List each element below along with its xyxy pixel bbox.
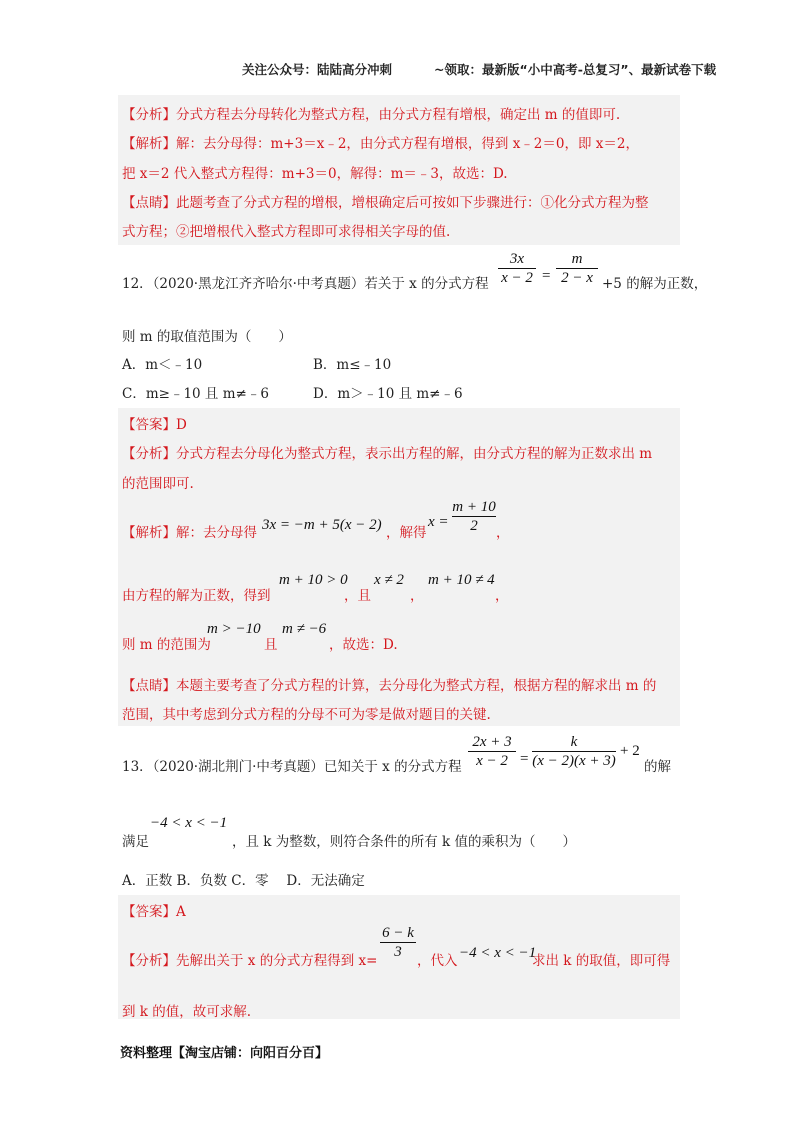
q12-solution-x: x = bbox=[428, 514, 449, 530]
footer-note: 资料整理【淘宝店铺：向阳百分百】 bbox=[120, 1046, 329, 1061]
q12-stem-line2: 则 m 的取值范围为（ ） bbox=[122, 329, 292, 345]
q13-plus-two: + 2 bbox=[620, 743, 640, 759]
q12-range-1: m > −10 bbox=[207, 621, 261, 637]
q12-solution-label: 【解析】解：去分母得 bbox=[122, 525, 257, 541]
q13-analysis-frac-den: 3 bbox=[394, 944, 402, 960]
header-left: 关注公众号：陆陆高分冲刺 bbox=[242, 62, 393, 77]
q12-equals: = bbox=[542, 268, 551, 284]
q13-analysis-fraction bbox=[380, 924, 416, 961]
q13-frac1-den: x − 2 bbox=[476, 753, 508, 769]
q11-comment-line1: 【点睛】此题考查了分式方程的增根，增根确定后可按如下步骤进行：①化分式方程为整 bbox=[122, 195, 649, 211]
q12-range-2: m ≠ −6 bbox=[282, 621, 327, 637]
q12-sol-frac-den: 2 bbox=[470, 518, 478, 534]
q13-stem-prefix: 13．（2020·湖北荆门·中考真题）已知关于 x 的分式方程 bbox=[122, 759, 462, 775]
q12-range-and: 且 bbox=[264, 637, 278, 653]
q12-condition-comma1: ， bbox=[410, 588, 424, 604]
q13-frac1-num: 2x + 3 bbox=[472, 734, 512, 750]
q13-stem-suffix: 的解 bbox=[644, 759, 671, 775]
q12-sol-frac-num: m + 10 bbox=[452, 499, 496, 515]
q13-analysis-line2: 到 k 的值，故可求解. bbox=[122, 1004, 252, 1020]
header-right: ~领取：最新版“小中高考-总复习”、最新试卷下载 bbox=[434, 62, 717, 77]
q12-solution-fraction bbox=[452, 498, 496, 535]
q13-frac2-den: (x − 2)(x + 3) bbox=[532, 753, 616, 769]
q12-range-conclusion: ，故选：D. bbox=[329, 637, 398, 653]
q12-frac1-num: 3x bbox=[509, 251, 525, 267]
q12-solution-text-c: ， bbox=[496, 525, 510, 541]
q13-options: A．正数 B．负数 C．零 D．无法确定 bbox=[122, 873, 365, 889]
q13-stem-line2-label: 满足 bbox=[122, 834, 149, 850]
q13-answer: 【答案】A bbox=[122, 904, 186, 920]
q12-fraction-left bbox=[498, 250, 536, 287]
q12-comment-line2: 范围，其中考虑到分式方程的分母不可为零是做对题目的关键. bbox=[122, 707, 491, 723]
q12-condition-comma2: ， bbox=[495, 588, 509, 604]
q13-stem-range: −4 < x < −1 bbox=[150, 815, 228, 831]
q12-solution-equation: 3x = −m + 5(x − 2) bbox=[262, 517, 382, 533]
q13-analysis-text-b: ，代入 bbox=[417, 953, 458, 969]
q12-condition-3: m + 10 ≠ 4 bbox=[428, 572, 495, 588]
q12-solution-text-b: ，解得 bbox=[386, 525, 427, 541]
q12-fraction-right bbox=[556, 250, 598, 287]
q13-fraction-left bbox=[468, 733, 516, 770]
q12-condition-1: m + 10 > 0 bbox=[279, 572, 348, 588]
q13-analysis-range: −4 < x < −1 bbox=[459, 945, 537, 961]
q12-analysis-line1: 【分析】分式方程去分母化为整式方程，表示出方程的解，由分式方程的解为正数求出 m bbox=[122, 446, 653, 462]
q12-option-c: C．m≥﹣10 且 m≠﹣6 bbox=[122, 386, 269, 402]
q13-frac2-num: k bbox=[570, 734, 578, 750]
q12-answer: 【答案】D bbox=[122, 417, 187, 433]
q12-frac2-num: m bbox=[571, 251, 583, 267]
q12-comment-line1: 【点睛】本题主要考查了分式方程的计算，去分母化为整式方程，根据方程的解求出 m 的 bbox=[122, 678, 657, 694]
q12-frac2-den: 2 − x bbox=[561, 270, 593, 286]
q12-analysis-line2: 的范围即可. bbox=[122, 476, 194, 492]
q12-option-a: A．m＜﹣10 bbox=[122, 357, 203, 373]
q13-fraction-right bbox=[532, 733, 616, 770]
q11-comment-line2: 式方程；②把增根代入整式方程即可求得相关字母的值. bbox=[122, 224, 451, 240]
q13-analysis-label: 【分析】先解出关于 x 的分式方程得到 x= bbox=[122, 953, 378, 969]
q11-solution-line2: 把 x＝2 代入整式方程得：m+3＝0，解得：m＝﹣3，故选：D. bbox=[122, 166, 508, 182]
q12-stem-suffix: +5 的解为正数， bbox=[602, 276, 708, 292]
q13-stem-line2-rest: ，且 k 为整数，则符合条件的所有 k 值的乘积为（ ） bbox=[232, 834, 577, 850]
q12-range-label: 则 m 的范围为 bbox=[122, 637, 211, 653]
q11-analysis: 【分析】分式方程去分母转化为整式方程，由分式方程有增根，确定出 m 的值即可. bbox=[122, 107, 621, 123]
q12-condition-and: ，且 bbox=[344, 588, 371, 604]
q11-solution-line1: 【解析】解：去分母得：m+3＝x﹣2，由分式方程有增根，得到 x﹣2＝0，即 x＝2， bbox=[122, 136, 639, 152]
q13-analysis-text-c: 求出 k 的取值，即可得 bbox=[532, 953, 671, 969]
q12-condition-2: x ≠ 2 bbox=[374, 572, 404, 588]
q12-stem-prefix: 12．（2020·黑龙江齐齐哈尔·中考真题）若关于 x 的分式方程 bbox=[122, 276, 489, 292]
q13-analysis-frac-num: 6 − k bbox=[382, 925, 414, 941]
q13-equals: = bbox=[520, 751, 529, 767]
q12-frac1-den: x − 2 bbox=[501, 270, 533, 286]
q12-option-d: D．m＞﹣10 且 m≠﹣6 bbox=[313, 386, 463, 402]
q12-condition-label: 由方程的解为正数，得到 bbox=[122, 588, 271, 604]
q12-option-b: B．m≤﹣10 bbox=[313, 357, 392, 373]
